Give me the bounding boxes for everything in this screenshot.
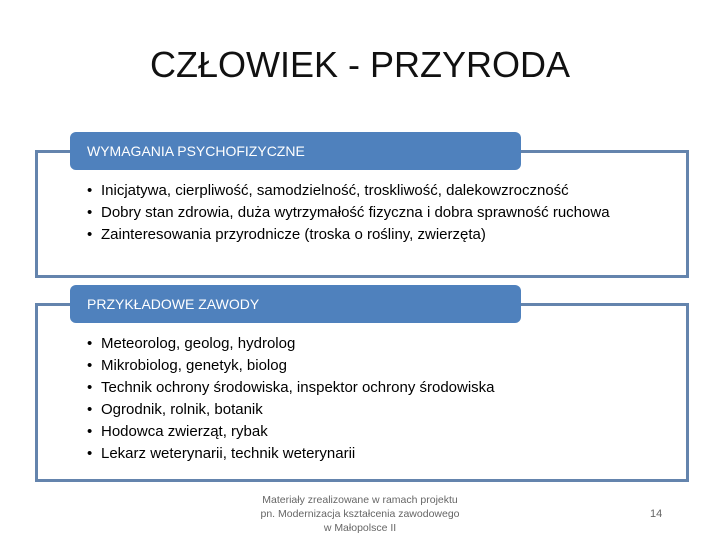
list-item: • Hodowca zwierząt, rybak [87,421,647,443]
list-item: • Technik ochrony środowiska, inspektor ochrony środowiska [87,377,647,399]
professions-header: PRZYKŁADOWE ZAWODY [70,285,521,323]
requirements-list [87,180,647,246]
list-item: • Inicjatywa, cierpliwość, samodzielność, troskliwość, dalekowzroczność [87,180,647,202]
professions-list [87,333,647,465]
page-number: 14 [650,508,663,520]
list-item: • Meteorolog, geolog, hydrolog [87,333,647,355]
footer-line: Materiały zrealizowane w ramach projektu [262,494,458,506]
footer-line: pn. Modernizacja kształcenia zawodowego [260,508,460,520]
requirements-header: WYMAGANIA PSYCHOFIZYCZNE [70,132,521,170]
footer-text [230,493,490,535]
list-item: • Mikrobiolog, genetyk, biolog [87,355,647,377]
slide-title: CZŁOWIEK - PRZYRODA [149,44,571,85]
footer-line: w Małopolsce II [323,522,397,534]
list-item: • Dobry stan zdrowia, duża wytrzymałość fizyczna i dobra sprawność ruchowa [87,202,621,224]
list-item: • Ogrodnik, rolnik, botanik [87,399,647,421]
list-item: • Zainteresowania przyrodnicze (troska o rośliny, zwierzęta) [87,224,647,246]
list-item: • Lekarz weterynarii, technik weterynarii [87,443,647,465]
